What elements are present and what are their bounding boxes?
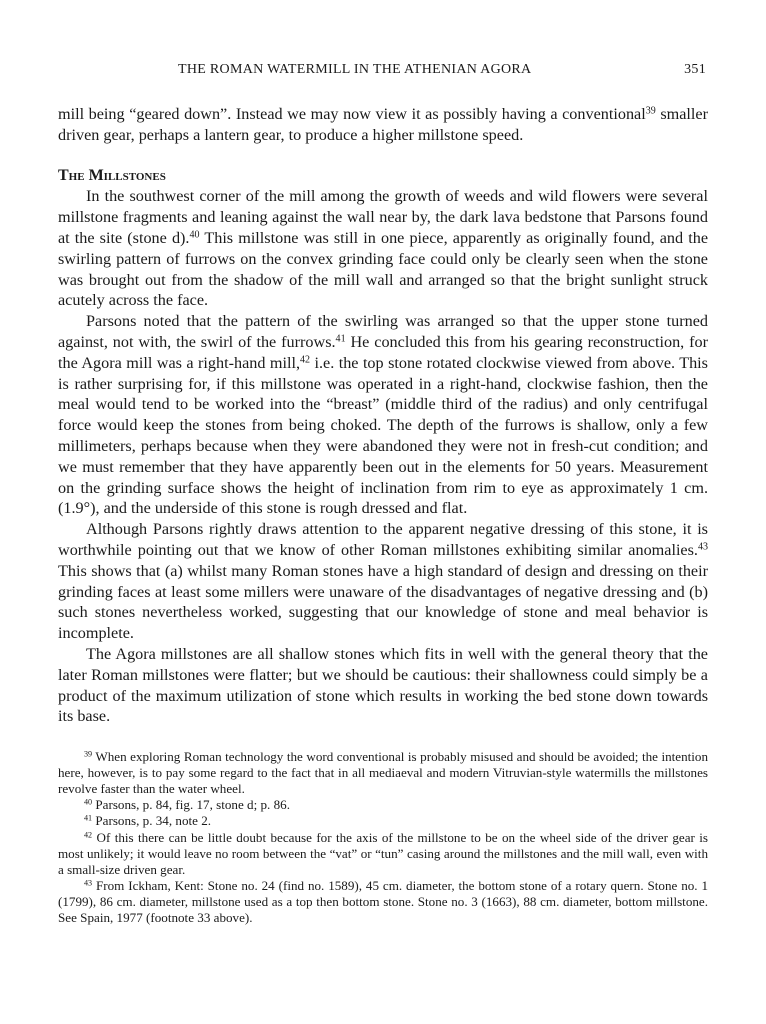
footnote-text: Parsons, p. 34, note 2. bbox=[92, 813, 212, 829]
footnote-ref-40: 40 bbox=[189, 229, 200, 241]
text-run: This millstone was still in one piece, apparently as originally found, and the swirling pattern of furrows on the convex grinding face could only be clearly seen when the stone was brought out from the shadow of the mill wall and arranged so that the bright sunlight struck acutely across the face. bbox=[58, 228, 709, 310]
paragraph-2 bbox=[58, 311, 708, 519]
footnote-number: 43 bbox=[84, 878, 93, 888]
footnote-number: 40 bbox=[84, 797, 93, 807]
text-run: In the southwest corner of the mill among the growth of weeds and wild flowers were several millstone fragments and leaning against the wall near by, the dark lava bedstone that Parsons found at the site (stone d). bbox=[58, 187, 708, 247]
footnote-ref-39: 39 bbox=[645, 105, 656, 117]
paragraph-3 bbox=[58, 519, 708, 644]
footnotes bbox=[58, 749, 708, 926]
footnote bbox=[58, 797, 708, 813]
footnote bbox=[58, 813, 708, 829]
text-run: Although Parsons rightly draws attention to the apparent negative dressing of this stone, it is worthwhile pointing out that we know of other Roman millstones exhibiting similar anomalies. bbox=[58, 520, 708, 559]
text-run: mill being “geared down”. Instead we may now view it as possibly having a conventional bbox=[58, 105, 646, 123]
footnote-text: When exploring Roman technology the word conventional is probably misused and should be avoided; the intention here, however, is to pay some regard to the fact that in all mediaeval and modern Vitruvian-style watermills the millstones revolve faster than the water wheel. bbox=[58, 749, 708, 797]
paragraph-4: The Agora millstones are all shallow stones which fits in well with the general theory that the later Roman millstones were flatter; but we should be cautious: their shallowness could simply be a product of the maximum utilization of stone which results in working the bed stone down towards its base. bbox=[58, 644, 708, 726]
footnote-text: Of this there can be little doubt because for the axis of the millstone to be on the wheel side of the driver gear is most unlikely; it would leave no room between the “vat” or “tun” casing around the millstones and the mill wall, even with a small-size driven gear. bbox=[58, 829, 708, 877]
text-run: He concluded this from his gearing reconstruction, for the Agora mill was a right-hand mill, bbox=[58, 332, 708, 372]
footnote-ref-41: 41 bbox=[335, 333, 346, 345]
section-heading: The Millstones bbox=[58, 166, 166, 184]
footnote-number: 42 bbox=[84, 830, 93, 840]
footnote bbox=[58, 878, 708, 926]
page-number: 351 bbox=[684, 62, 706, 77]
text-run: smaller driven gear, perhaps a lantern gear, to produce a higher millstone speed. bbox=[58, 105, 708, 144]
footnote-text: Parsons, p. 84, fig. 17, stone d; p. 86. bbox=[92, 797, 290, 813]
body-text bbox=[58, 104, 708, 727]
footnote-text: From Ickham, Kent: Stone no. 24 (find no. 1589), 45 cm. diameter, the bottom stone of a rotary quern. Stone no. 1 (1799), 86 cm. diameter, millstone used as a top then bottom stone. Stone no. 3 (1663), 88 cm. diameter, bottom millstone. See Spain, 1977 (footnote 33 above). bbox=[58, 877, 708, 926]
footnote-ref-43: 43 bbox=[697, 541, 708, 553]
footnote-number: 39 bbox=[84, 749, 93, 759]
footnote bbox=[58, 830, 708, 878]
page bbox=[58, 62, 708, 926]
footnote bbox=[58, 749, 708, 797]
paragraph-continuation bbox=[58, 104, 708, 146]
text-run: Parsons noted that the pattern of the swirling was arranged so that the upper stone turned against, not with, the swirl of the furrows. bbox=[58, 312, 708, 351]
text-run: This shows that (a) whilst many Roman stones have a high standard of design and dressing on their grinding faces at least some millers were unaware of the disadvantages of negative dressing and (b) such stones nevertheless worked, suggesting that our knowledge of stone and meal behavior is incomplete. bbox=[58, 561, 708, 643]
text-run: i.e. the top stone rotated clockwise viewed from above. This is rather surprising for, if this millstone was operated in a right-hand, clockwise fashion, then the meal would tend to be worked into the “breast” (middle third of the radius) and only centrifugal force would keep the stones from being choked. The depth of the furrows is shallow, only a few millimeters, perhaps because when they were abandoned they were not in fresh-cut condition; and we must remember that they have apparently been out in the elements for 50 years. Measurement on the grinding surface shows the height of inclination from rim to eye as approximately 1 cm. (1.9°), and the underside of this stone is rough dressed and flat. bbox=[58, 353, 708, 518]
footnote-ref-42: 42 bbox=[300, 354, 311, 366]
footnote-number: 41 bbox=[84, 814, 93, 824]
running-title: THE ROMAN WATERMILL IN THE ATHENIAN AGORA bbox=[178, 62, 532, 77]
running-header bbox=[58, 62, 708, 82]
paragraph-1 bbox=[58, 186, 708, 311]
